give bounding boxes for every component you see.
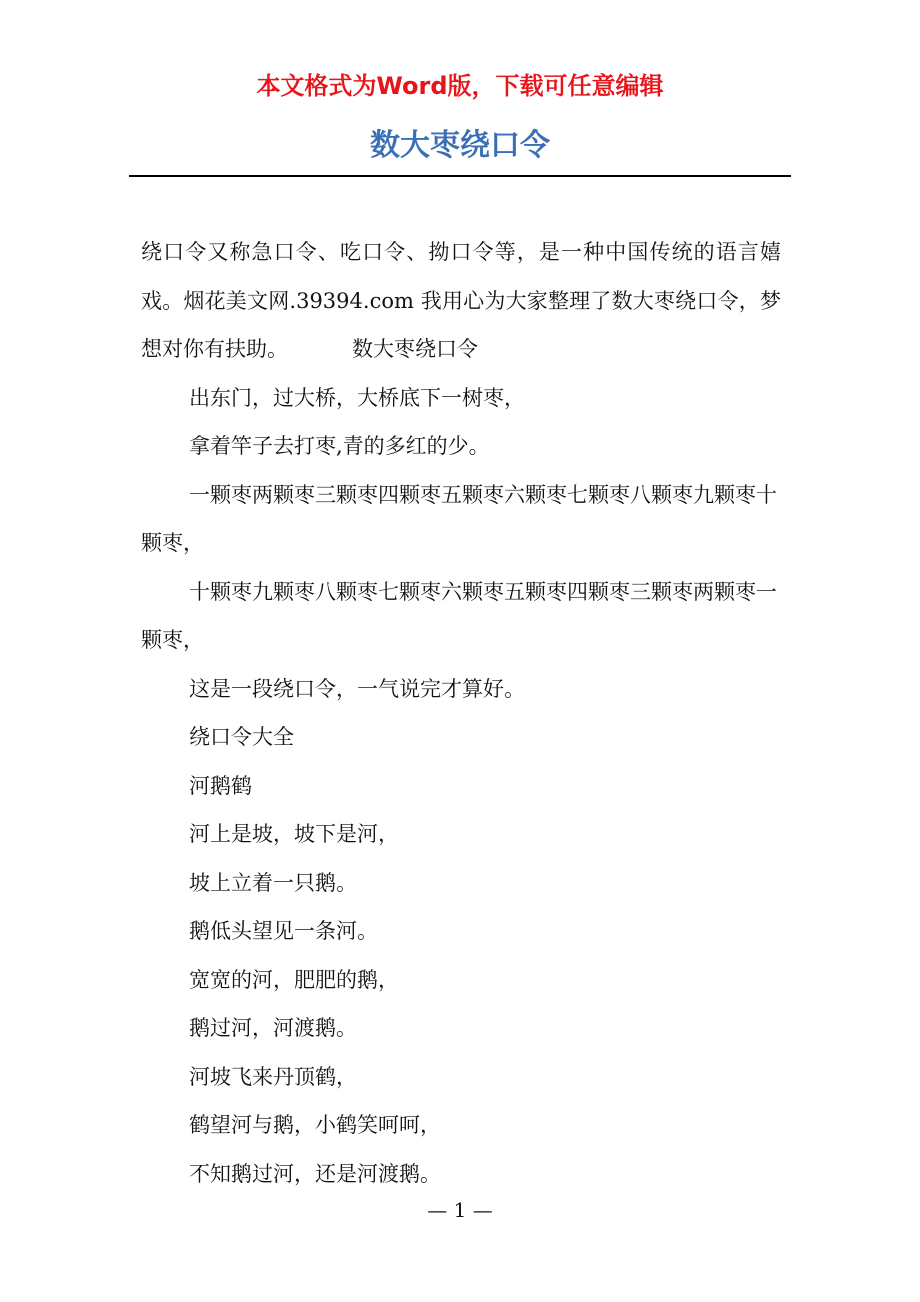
poem-line: 鹅低头望见一条河。 (189, 919, 378, 943)
body-paragraph: 这是一段绕口令，一气说完才算好。 (189, 676, 525, 701)
document-body (141, 228, 781, 1198)
poem-title: 河鹅鹤 (189, 773, 252, 798)
intro-subtitle: 数大枣绕口令 (352, 337, 478, 361)
poem-line: 宽宽的河，肥肥的鹅， (189, 967, 399, 992)
poem-line: 鹅过河，河渡鹅。 (189, 1016, 357, 1040)
poem-line: 不知鹅过河，还是河渡鹅。 (189, 1161, 441, 1186)
poem-line: 坡上立着一只鹅。 (189, 870, 357, 895)
poem-line: 河坡飞来丹顶鹤， (189, 1064, 357, 1089)
body-paragraph: 拿着竿子去打枣,青的多红的少。 (189, 434, 490, 458)
body-paragraph: 出东门，过大桥，大桥底下一树枣， (189, 385, 525, 410)
section-heading: 绕口令大全 (189, 725, 294, 749)
body-paragraph: 一颗枣两颗枣三颗枣四颗枣五颗枣六颗枣七颗枣八颗枣九颗枣十颗枣， (141, 482, 777, 555)
poem-line: 河上是坡，坡下是河， (189, 822, 399, 846)
body-paragraph: 十颗枣九颗枣八颗枣七颗枣六颗枣五颗枣四颗枣三颗枣两颗枣一颗枣， (141, 579, 777, 652)
format-notice: 本文格式为Word版，下载可任意编辑 (256, 72, 664, 100)
poem-line: 鹤望河与鹅，小鹤笑呵呵， (189, 1113, 441, 1137)
document-title: 数大枣绕口令 (370, 128, 550, 163)
intro-paragraph (141, 228, 781, 374)
page-number: — 1 — (427, 1198, 493, 1222)
title-divider (129, 175, 791, 177)
intro-text: 绕口令又称急口令、吃口令、拗口令等，是一种中国传统的语言嬉戏。烟花美文网.39394.com 我用心为大家整理了数大枣绕口令，梦想对你有扶助。 (141, 240, 781, 361)
